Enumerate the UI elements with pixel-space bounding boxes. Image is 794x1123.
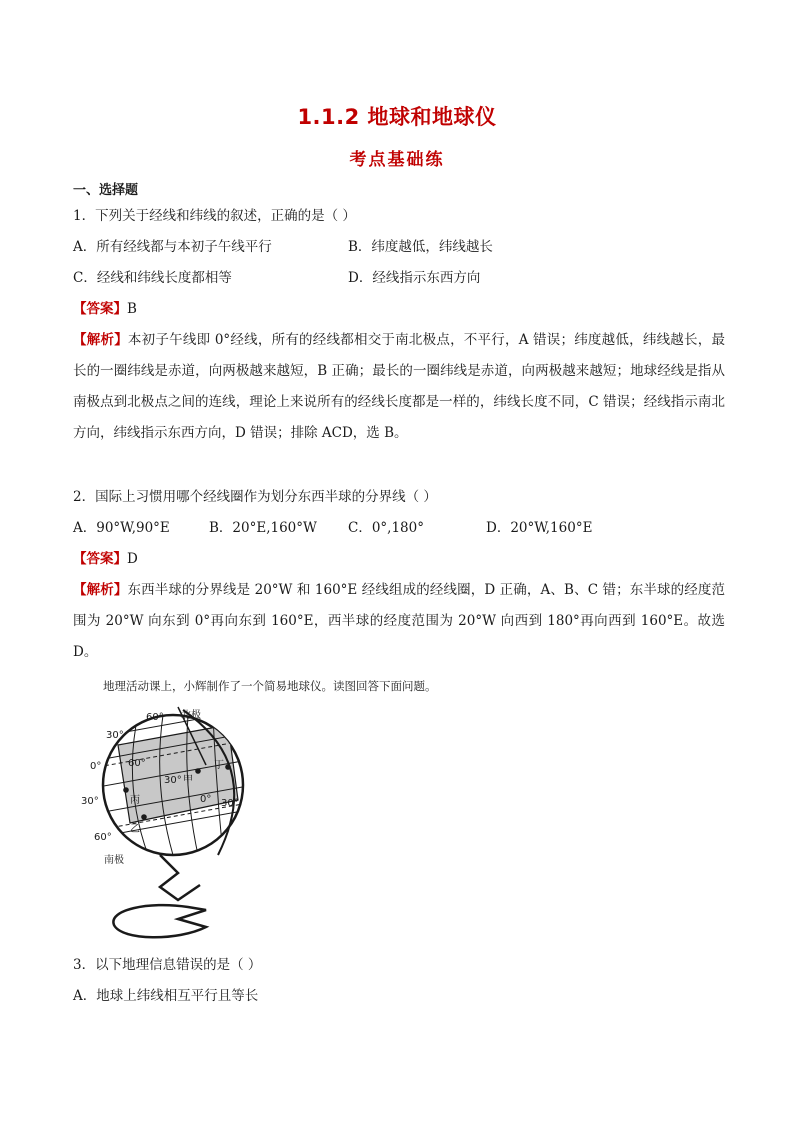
q2-answer-tag: 【答案】 xyxy=(73,551,127,567)
q3-stem: 3．以下地理信息错误的是（ ） xyxy=(73,957,262,973)
activity-intro: 地理活动课上，小辉制作了一个简易地球仪。读图回答下面问题。 xyxy=(103,679,437,693)
section-heading: 一、选择题 xyxy=(73,183,139,198)
label-lat-30-top: 30° xyxy=(106,730,124,741)
q2-option-b: B．20°E,160°W xyxy=(209,520,317,536)
label-point-ding: 丁 xyxy=(214,760,224,771)
label-inner-30: 30° xyxy=(164,775,182,786)
point-ding-dot xyxy=(225,764,231,770)
q3-option-a: A．地球上纬线相互平行且等长 xyxy=(73,988,259,1004)
q2-answer-value: D xyxy=(127,551,138,567)
q1-analysis xyxy=(73,325,725,449)
label-north-pole: 北极 xyxy=(181,710,201,721)
point-jia-dot xyxy=(195,768,201,774)
label-lat-60-bottom: 60° xyxy=(94,832,112,843)
q1-option-c: C．经线和纬线长度都相等 xyxy=(73,270,232,286)
label-point-bing: 丙 xyxy=(130,795,140,806)
page-title: 1.1.2 地球和地球仪 xyxy=(297,105,497,129)
q2-stem: 2．国际上习惯用哪个经线圈作为划分东西半球的分界线（ ） xyxy=(73,489,437,505)
q2-option-a: A．90°W,90°E xyxy=(73,520,170,536)
q2-option-d: D．20°W,160°E xyxy=(486,520,593,536)
q1-option-a: A．所有经线都与本初子午线平行 xyxy=(73,239,272,255)
q1-analysis-tag: 【解析】 xyxy=(73,332,128,348)
globe-base xyxy=(113,905,206,937)
globe-stand xyxy=(160,855,200,900)
globe-figure xyxy=(78,705,268,945)
label-point-jia: 甲 xyxy=(183,775,193,786)
q1-analysis-text: 本初子午线即 0°经线，所有的经线都相交于南北极点，不平行，A 错误；纬度越低，纬线越长，最长的一圈纬线是赤道，向两极越来越短，B 正确；最长的一圈纬线是赤道，向两极越来越短；地球经线是指从南极点到北极点之间的连线，理论上来说所有的经线长度都是一样的，纬线长度不同，C 错误；经线指示南北方向，纬线指示东西方向，D 错误；排除 ACD，选 B。 xyxy=(73,332,725,441)
page-subtitle: 考点基础练 xyxy=(349,150,445,170)
q1-option-d: D．经线指示东西方向 xyxy=(348,270,481,286)
label-south-pole: 南极 xyxy=(104,855,124,866)
point-bing-dot xyxy=(123,787,129,793)
q1-answer xyxy=(73,300,137,318)
label-right-30: 30° xyxy=(221,798,239,809)
q2-analysis xyxy=(73,575,725,668)
point-yi-dot xyxy=(141,814,147,820)
label-point-yi: 乙 xyxy=(130,824,140,835)
q2-analysis-text: 东西半球的分界线是 20°W 和 160°E 经线组成的经线圈，D 正确，A、B、C 错；东半球的经度范围为 20°W 向东到 0°再向东到 160°E，西半球的经度范围为 20°W 向西到 180°再向西到 160°E。故选 D。 xyxy=(73,582,726,660)
label-lat-0: 0° xyxy=(90,761,102,772)
q1-answer-value: B xyxy=(127,301,137,317)
q1-stem: 1．下列关于经线和纬线的叙述，正确的是（ ） xyxy=(73,208,356,224)
label-inner-60: 60° xyxy=(128,758,146,769)
q2-analysis-tag: 【解析】 xyxy=(73,582,128,598)
q1-option-b: B．纬度越低，纬线越长 xyxy=(348,239,493,255)
q1-answer-tag: 【答案】 xyxy=(73,301,127,317)
label-lat-30-bottom: 30° xyxy=(81,796,99,807)
label-lat-60-top: 60° xyxy=(146,712,164,723)
q2-answer xyxy=(73,550,138,568)
label-inner-0: 0° xyxy=(200,794,212,805)
q2-option-c: C．0°,180° xyxy=(348,520,424,536)
